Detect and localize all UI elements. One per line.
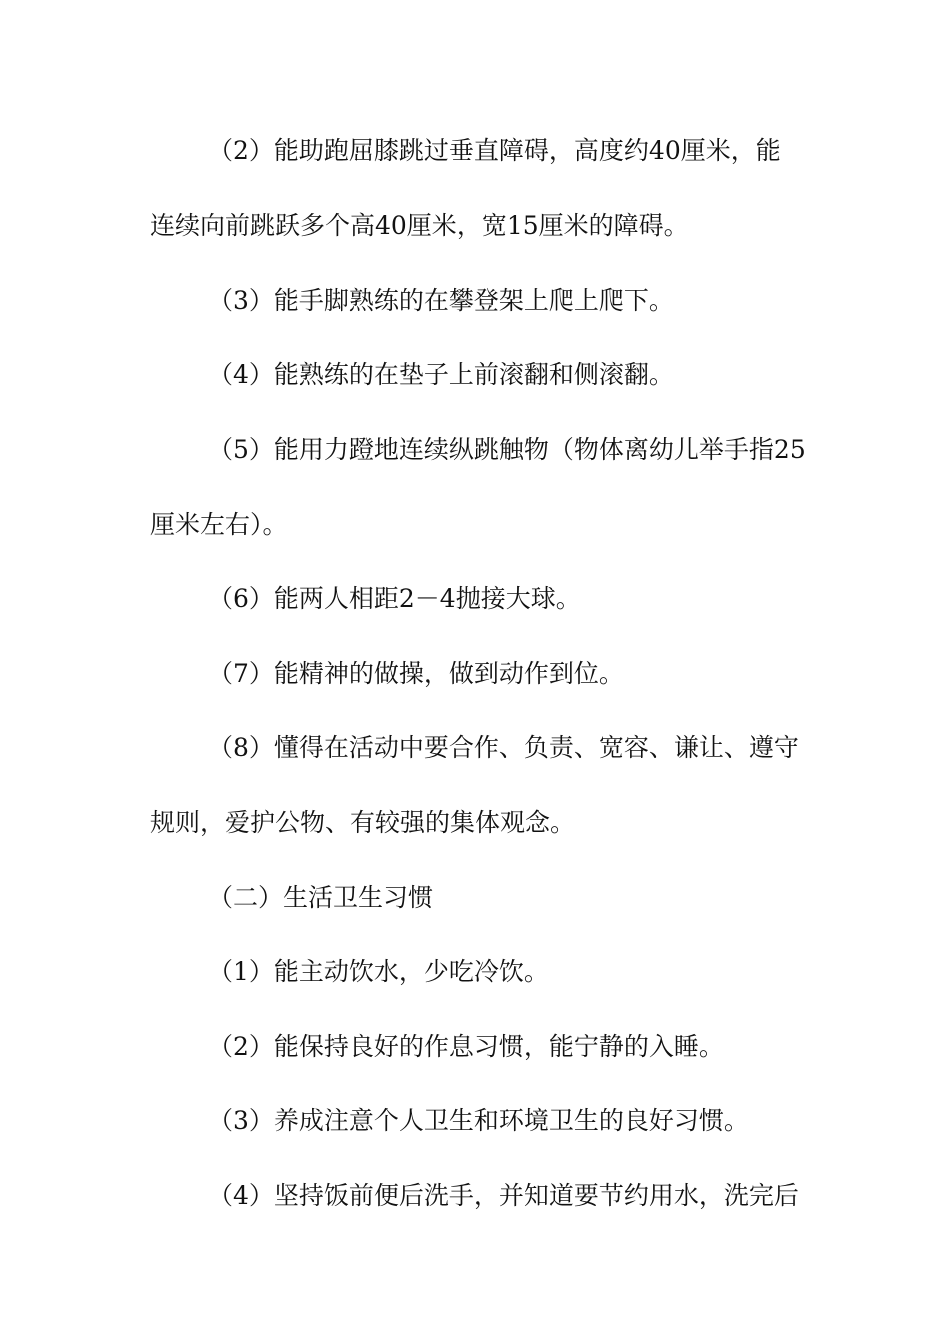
paragraph-line: （4）能熟练的在垫子上前滚翻和侧滚翻。 <box>208 360 674 389</box>
paragraph-line: （2）能保持良好的作息习惯，能宁静的入睡。 <box>208 1032 724 1061</box>
paragraph-line: （8）懂得在活动中要合作、负责、宽容、谦让、遵守 <box>208 733 799 762</box>
paragraph-line: （5）能用力蹬地连续纵跳触物（物体离幼儿举手指25 <box>208 435 806 464</box>
paragraph-line: 连续向前跳跃多个高40厘米，宽15厘米的障碍。 <box>150 211 689 240</box>
paragraph-line: （7）能精神的做操，做到动作到位。 <box>208 659 624 688</box>
paragraph-line: （2）能助跑屈膝跳过垂直障碍，高度约40厘米，能 <box>208 136 781 165</box>
paragraph-line: （1）能主动饮水，少吃冷饮。 <box>208 957 549 986</box>
paragraph-line: 厘米左右）。 <box>150 510 288 539</box>
paragraph-line: （3）能手脚熟练的在攀登架上爬上爬下。 <box>208 286 674 315</box>
paragraph-line: （6）能两人相距2－4抛接大球。 <box>208 584 581 613</box>
paragraph-line: （3）养成注意个人卫生和环境卫生的良好习惯。 <box>208 1106 749 1135</box>
section-heading: （二）生活卫生习惯 <box>208 883 434 912</box>
paragraph-line: 规则，爱护公物、有较强的集体观念。 <box>150 808 576 837</box>
paragraph-line: （4）坚持饭前便后洗手，并知道要节约用水，洗完后 <box>208 1181 799 1210</box>
